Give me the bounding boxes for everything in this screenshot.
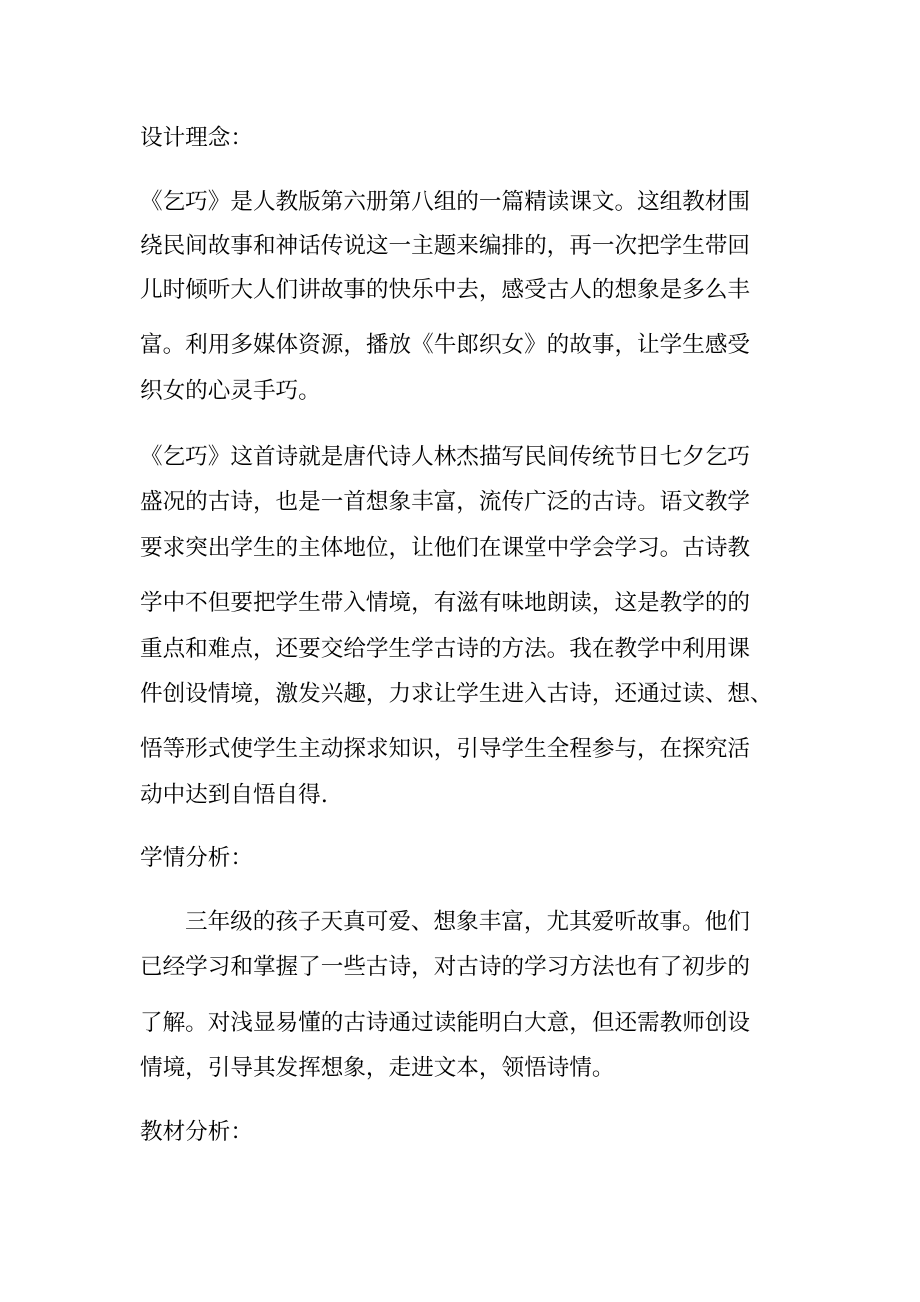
section-heading-design-concept: 设计理念： [140,125,253,151]
paragraph-line: 悟等形式使学生主动探求知识，引导学生全程参与，在探究活 [140,736,751,762]
paragraph-line: 动中达到自悟自得. [140,782,328,808]
paragraph-line: 《乞巧》是人教版第六册第八组的一篇精读课文。这组教材围 [140,189,751,215]
section-heading-learner-analysis: 学情分析： [140,845,253,871]
paragraph-line: 已经学习和掌握了一些古诗，对古诗的学习方法也有了初步的 [140,954,751,980]
paragraph-line: 件创设情境，激发兴趣，力求让学生进入古诗，还通过读、想、 [140,681,773,707]
paragraph-line: 织女的心灵手巧。 [140,378,321,404]
section-heading-material-analysis: 教材分析： [140,1119,253,1145]
paragraph-line: 三年级的孩子天真可爱、想象丰富，尤其爱听故事。他们 [185,909,750,935]
paragraph-line: 盛况的古诗，也是一首想象丰富，流传广泛的古诗。语文教学 [140,489,751,515]
paragraph-line: 情境，引导其发挥想象，走进文本，领悟诗情。 [140,1055,615,1081]
paragraph-line: 富。利用多媒体资源，播放《牛郎织女》的故事，让学生感受 [140,332,751,358]
paragraph-line: 了解。对浅显易懂的古诗通过读能明白大意，但还需教师创设 [140,1010,751,1036]
paragraph-line: 学中不但要把学生带入情境，有滋有味地朗读，这是教学的的 [140,590,751,616]
paragraph-line: 《乞巧》这首诗就是唐代诗人林杰描写民间传统节日七夕乞巧 [140,444,751,470]
paragraph-line: 儿时倾听大人们讲故事的快乐中去，感受古人的想象是多么丰 [140,277,751,303]
paragraph-line: 要求突出学生的主体地位，让他们在课堂中学会学习。古诗教 [140,535,751,561]
paragraph-line: 重点和难点，还要交给学生学古诗的方法。我在教学中利用课 [140,636,751,662]
paragraph-line: 绕民间故事和神话传说这一主题来编排的，再一次把学生带回 [140,233,751,259]
